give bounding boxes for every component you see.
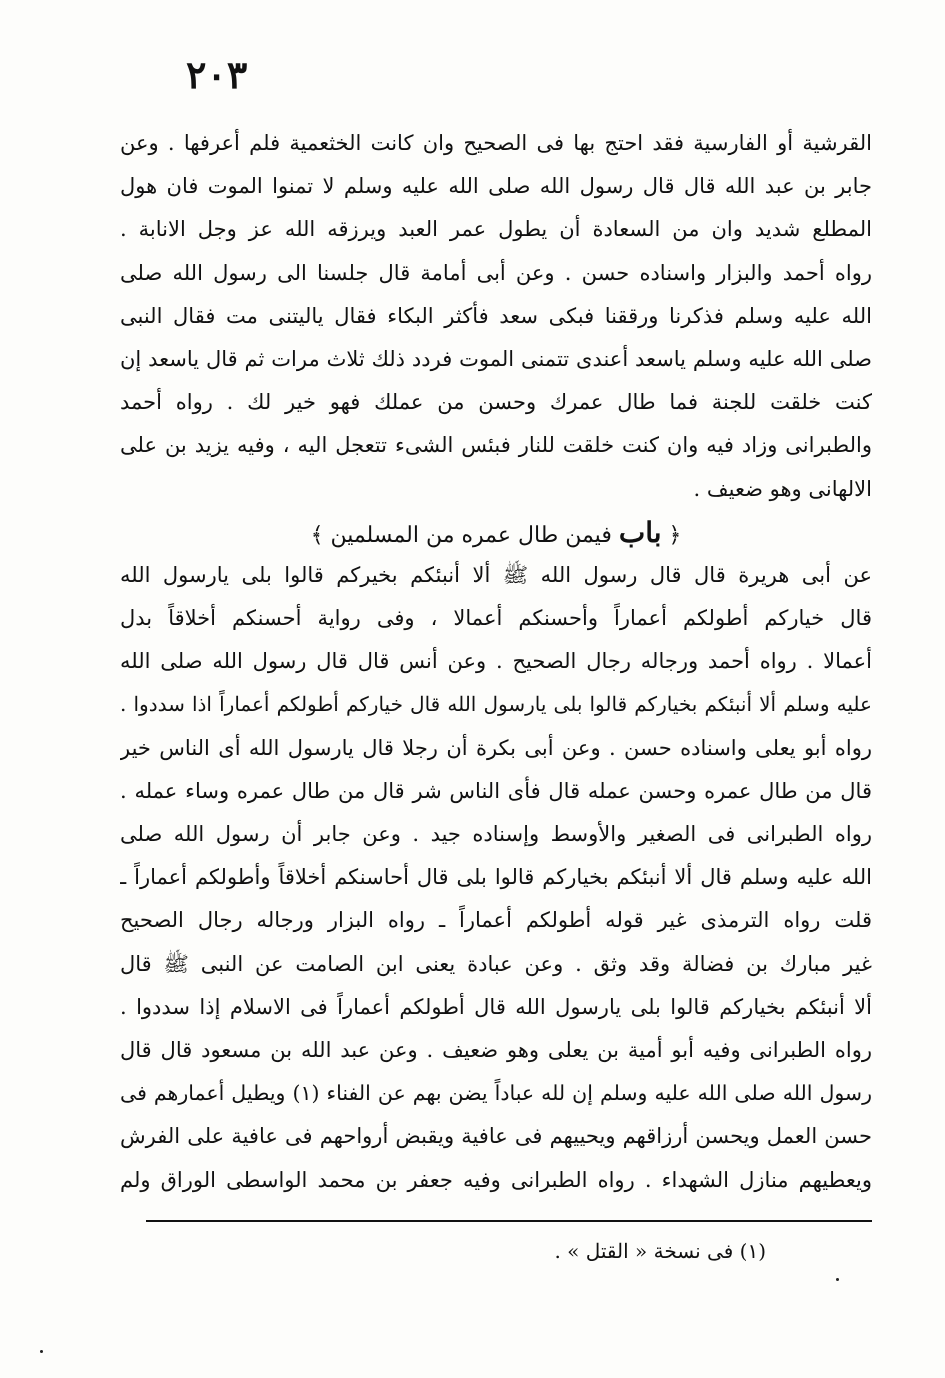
text-line: قال خياركم أطولكم أعماراً وأحسنكم أعمالا ، وفى رواية أحسنكم أخلاقاً بدل <box>120 606 872 631</box>
text-line: قال من طال عمره وحسن عمله قال فأى الناس شر قال من طال عمره وساء عمله . <box>120 778 872 803</box>
footnote: (١) فى نسخة « القتل » . <box>554 1239 766 1263</box>
text-line: عليه وسلم ألا أنبئكم بخياركم قالوا بلى يارسول الله قال خياركم أطولكم أعماراً اذا سددوا . <box>120 692 872 717</box>
text-line: ألا أنبئكم بخياركم قالوا بلى يارسول الله قال أطولكم أعماراً فى الاسلام إذا سددوا . <box>120 994 872 1019</box>
heading-bab: باب <box>618 515 662 549</box>
text-line: رواه أبو يعلى واسناده حسن . وعن أبى بكرة أن رجلا قال يارسول الله أى الناس خير <box>120 735 872 760</box>
text-line: المطلع شديد وان من السعادة أن يطول عمر العبد ويرزقه الله عز وجل الانابة . <box>120 217 872 242</box>
text-line: الله عليه وسلم فذكرنا ورققنا فبكى سعد فأكثر البكاء فقال ياليتنى مت فقال النبى <box>120 303 872 328</box>
text-line: قلت رواه الترمذى غير قوله أطولكم أعماراً ـ رواه البزار ورجاله رجال الصحيح <box>120 908 872 933</box>
text-line: رواه أحمد والبزار واسناده حسن . وعن أبى أمامة قال جلسنا الى رسول الله صلى <box>120 260 872 285</box>
text-line: عن أبى هريرة قال قال رسول الله ﷺ ألا أنبئكم بخيركم قالوا بلى يارسول الله <box>120 562 872 587</box>
main-text <box>120 122 872 1202</box>
footnote-divider <box>146 1220 872 1222</box>
page-number: ٢٠٣ <box>186 52 248 97</box>
text-line: الالهانى وهو ضعيف . <box>693 476 872 501</box>
text-line: والطبرانى وزاد فيه وان كنت خلقت للنار فبئس الشىء تتعجل اليه ، وفيه يزيد بن على <box>120 433 872 458</box>
section-heading <box>120 511 872 554</box>
text-line: القرشية أو الفارسية فقد احتج بها فى الصحيح وان كانت الخثعمية فلم أعرفها . وعن <box>120 131 872 155</box>
heading-close-bracket: ﴾ <box>310 522 324 548</box>
text-line: جابر بن عبد الله قال قال رسول الله صلى الله عليه وسلم لا تمنوا الموت فان هول <box>120 174 872 199</box>
heading-open-bracket: ﴿ <box>668 522 682 548</box>
text-line: ويعطيهم منازل الشهداء . رواه الطبرانى وفيه جعفر بن محمد الواسطى الوراق ولم <box>120 1167 872 1192</box>
text-line: رواه الطبرانى وفيه أبو أمية بن يعلى وهو ضعيف . وعن عبد الله بن مسعود قال قال <box>120 1037 872 1062</box>
text-line: حسن العمل ويحسن أرزاقهم ويحييهم فى عافية ويقبض أرواحهم فى عافية على الفرش <box>120 1124 872 1149</box>
text-line: رواه الطبرانى فى الصغير والأوسط وإسناده جيد . وعن جابر أن رسول الله صلى <box>120 822 872 846</box>
text-line: صلى الله عليه وسلم ياسعد أعندى تتمنى الموت فردد ذلك ثلاث مرات ثم قال ياسعد إن <box>120 346 872 371</box>
text-line: رسول الله صلى الله عليه وسلم إن لله عباداً يضن بهم عن الفناء (١) ويطيل أعمارهم فى <box>120 1081 872 1106</box>
text-line: كنت خلقت للجنة فما طال عمرك وحسن من عملك فهو خير لك . رواه أحمد <box>120 390 872 415</box>
heading-title: فيمن طال عمره من المسلمين <box>330 522 612 548</box>
scan-speck <box>836 1278 839 1281</box>
text-line: غير مبارك بن فضالة وقد وثق . وعن عبادة يعنى ابن الصامت عن النبى ﷺ قال <box>120 951 872 976</box>
scan-speck <box>40 1350 43 1353</box>
text-line: أعمالا . رواه أحمد ورجاله رجال الصحيح . وعن أنس قال قال رسول الله صلى الله <box>120 649 872 674</box>
text-line: الله عليه وسلم قال ألا أنبئكم بخياركم قالوا بلى قال أحاسنكم أخلاقاً وأطولكم أعماراً ـ <box>120 865 872 890</box>
